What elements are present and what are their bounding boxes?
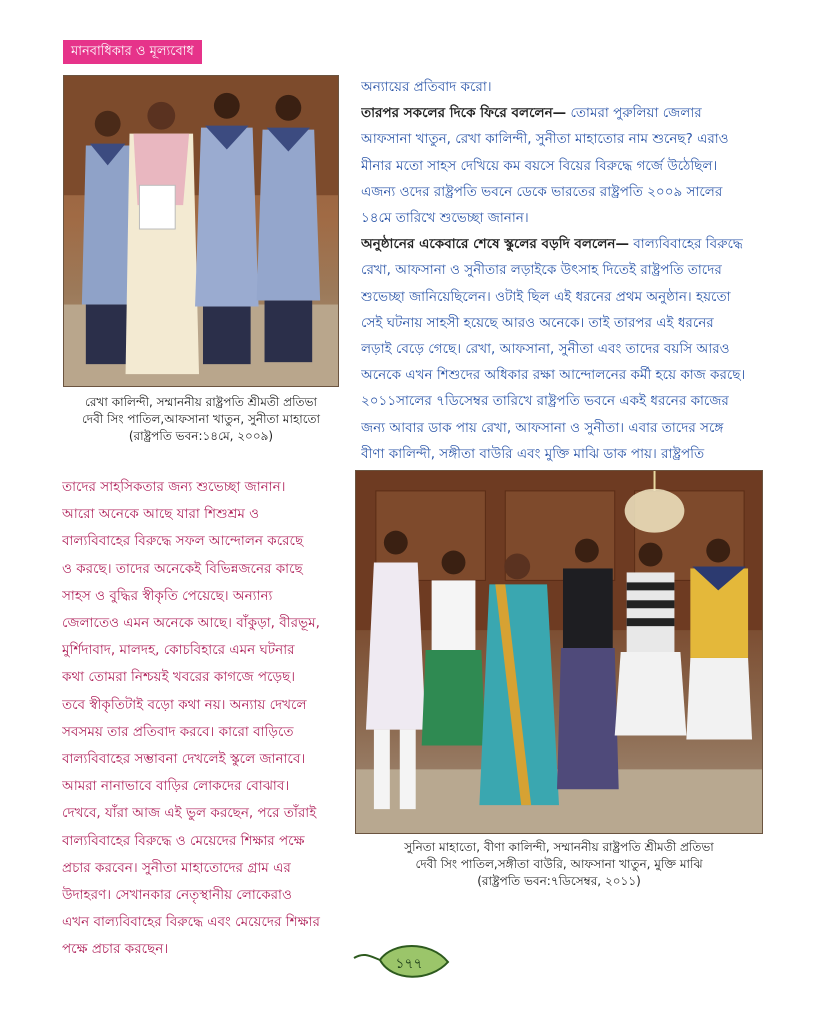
- text-line: ১৪মে তারিখে শুভেচ্ছা জানান।: [361, 210, 529, 227]
- section-label: মানবাধিকার ও মূল্যবোধ: [63, 40, 202, 64]
- text-line: অনেকে এখন শিশুদের অধিকার রক্ষা আন্দোলনের কর্মী হয়ে কাজ করছে।: [361, 367, 746, 384]
- caption-date: (রাষ্ট্রপতি ভবন:১৪মে, ২০০৯): [128, 429, 274, 443]
- text-line: সাহস ও বুদ্ধির স্বীকৃতি পেয়েছে। অন্যান্য: [62, 587, 273, 604]
- caption-line: সুনিতা মাহাতো, বীণা কালিন্দী, সম্মাননীয় রাষ্ট্রপতি শ্রীমতী প্রতিভা: [404, 840, 714, 854]
- text-line: তাদের সাহসিকতার জন্য শুভেচ্ছা জানান।: [62, 479, 286, 495]
- text-line: লড়াই বেড়ে গেছে। রেখা, আফসানা, সুনীতা এবং তাদের বয়সি আরও: [361, 341, 730, 358]
- caption-line: দেবী সিং পাতিল,আফসানা খাতুন, সুনীতা মাহাতো: [81, 412, 321, 426]
- photo-caption-2011: [355, 839, 763, 890]
- text-line: কথা তোমরা নিশ্চয়ই খবরের কাগজে পড়েছ।: [62, 669, 296, 686]
- text-line: সেই ঘটনায় সাহসী হয়েছে আরও অনেকে। তাই তারপর এই ধরনের: [361, 314, 714, 331]
- right-column-text: [361, 74, 765, 467]
- speaker-lead: তারপর সকলের দিকে ফিরে বললেন—: [361, 105, 567, 122]
- quote-text: তোমরা পুরুলিয়া জেলার: [566, 105, 702, 122]
- photo-caption-2009: [63, 394, 339, 445]
- text-line: মুর্শিদাবাদ, মালদহ, কোচবিহারে এমন ঘটনার: [62, 642, 295, 659]
- text-line: আফসানা খাতুন, রেখা কালিন্দী, সুনীতা মাহাতোর নাম শুনেছ? এরাও: [361, 131, 729, 148]
- quote-text: বাল্যবিবাহের বিরুদ্ধে: [628, 236, 743, 253]
- photo-award-2009: [63, 75, 339, 387]
- text-line: শুভেচ্ছা জানিয়েছিলেন। ওটাই ছিল এই ধরনের প্রথম অনুষ্ঠান। হয়তো: [361, 288, 731, 305]
- text-line: এজন্য ওদের রাষ্ট্রপতি ভবনে ডেকে ভারতের রাষ্ট্রপতি ২০০৯ সালের: [361, 183, 723, 200]
- text-line: বাল্যবিবাহের বিরুদ্ধে সফল আন্দোলন করেছে: [62, 533, 304, 550]
- text-line: সবসময় তার প্রতিবাদ করবে। কারো বাড়িতে: [62, 723, 294, 740]
- caption-date: (রাষ্ট্রপতি ভবন:৭ডিসেম্বর, ২০১১): [477, 874, 641, 888]
- text-line: এখন বাল্যবিবাহের বিরুদ্ধে এবং মেয়েদের শিক্ষার: [62, 914, 320, 931]
- text-line: বাল্যবিবাহের সম্ভাবনা দেখলেই স্কুলে জানাবে।: [62, 751, 306, 768]
- text-line: জেলাতেও এমন অনেকে আছে। বাঁকুড়া, বীরভূম,: [62, 615, 320, 632]
- caption-line: রেখা কালিন্দী, সম্মাননীয় রাষ্ট্রপতি শ্রীমতী প্রতিভা: [85, 395, 317, 409]
- left-column-text: [62, 474, 340, 964]
- text-line: মীনার মতো সাহস দেখিয়ে কম বয়সে বিয়ের বিরুদ্ধে গর্জে উঠেছিল।: [361, 157, 718, 174]
- text-line: ২০১১সালের ৭ডিসেম্বর তারিখে রাষ্ট্রপতি ভবনে একই ধরনের কাজের: [361, 393, 729, 410]
- text-line: রেখা, আফসানা ও সুনীতার লড়াইকে উৎসাহ দিতেই রাষ্ট্রপতি তাদের: [361, 262, 722, 279]
- text-line: প্রচার করবেন। সুনীতা মাহাতোদের গ্রাম এর: [62, 859, 291, 876]
- text-line: দেখবে, যাঁরা আজ এই ভুল করছেন, পরে তাঁরাই: [62, 805, 317, 822]
- text-line: আরো অনেকে আছে যারা শিশুশ্রম ও: [62, 506, 260, 523]
- text-line: ও করছে। তাদের অনেকেই বিভিন্নজনের কাছে: [62, 560, 303, 577]
- speaker-lead: অনুষ্ঠানের একেবারে শেষে স্কুলের বড়দি বললেন—: [361, 236, 629, 253]
- text-line: আমরা নানাভাবে বাড়ির লোকদের বোঝাব।: [62, 778, 290, 795]
- text-line: [361, 231, 765, 257]
- text-line: বাল্যবিবাহের বিরুদ্ধে ও মেয়েদের শিক্ষার পক্ষে: [62, 832, 305, 849]
- photo-award-2011: [355, 470, 763, 834]
- text-line: [361, 100, 765, 126]
- caption-line: দেবী সিং পাতিল,সঙ্গীতা বাউরি, আফসানা খাতুন, মুক্তি মাঝি: [415, 857, 703, 871]
- text-line: জন্য আবার ডাক পায় রেখা, আফসানা ও সুনীতা। এবার তাদের সঙ্গে: [361, 419, 724, 436]
- page-number: ১৭৭: [395, 956, 423, 972]
- text-line: অন্যায়ের প্রতিবাদ করো।: [361, 79, 492, 95]
- text-line: উদাহরণ। সেখানকার নেতৃস্থানীয় লোকেরাও: [62, 887, 292, 904]
- text-line: পক্ষে প্রচার করছেন।: [62, 941, 169, 958]
- text-line: বীণা কালিন্দী, সঙ্গীতা বাউরি এবং মুক্তি মাঝি ডাক পায়। রাষ্ট্রপতি: [361, 445, 705, 462]
- text-line: তবে স্বীকৃতিটাই বড়ো কথা নয়। অন্যায় দেখলে: [62, 696, 307, 713]
